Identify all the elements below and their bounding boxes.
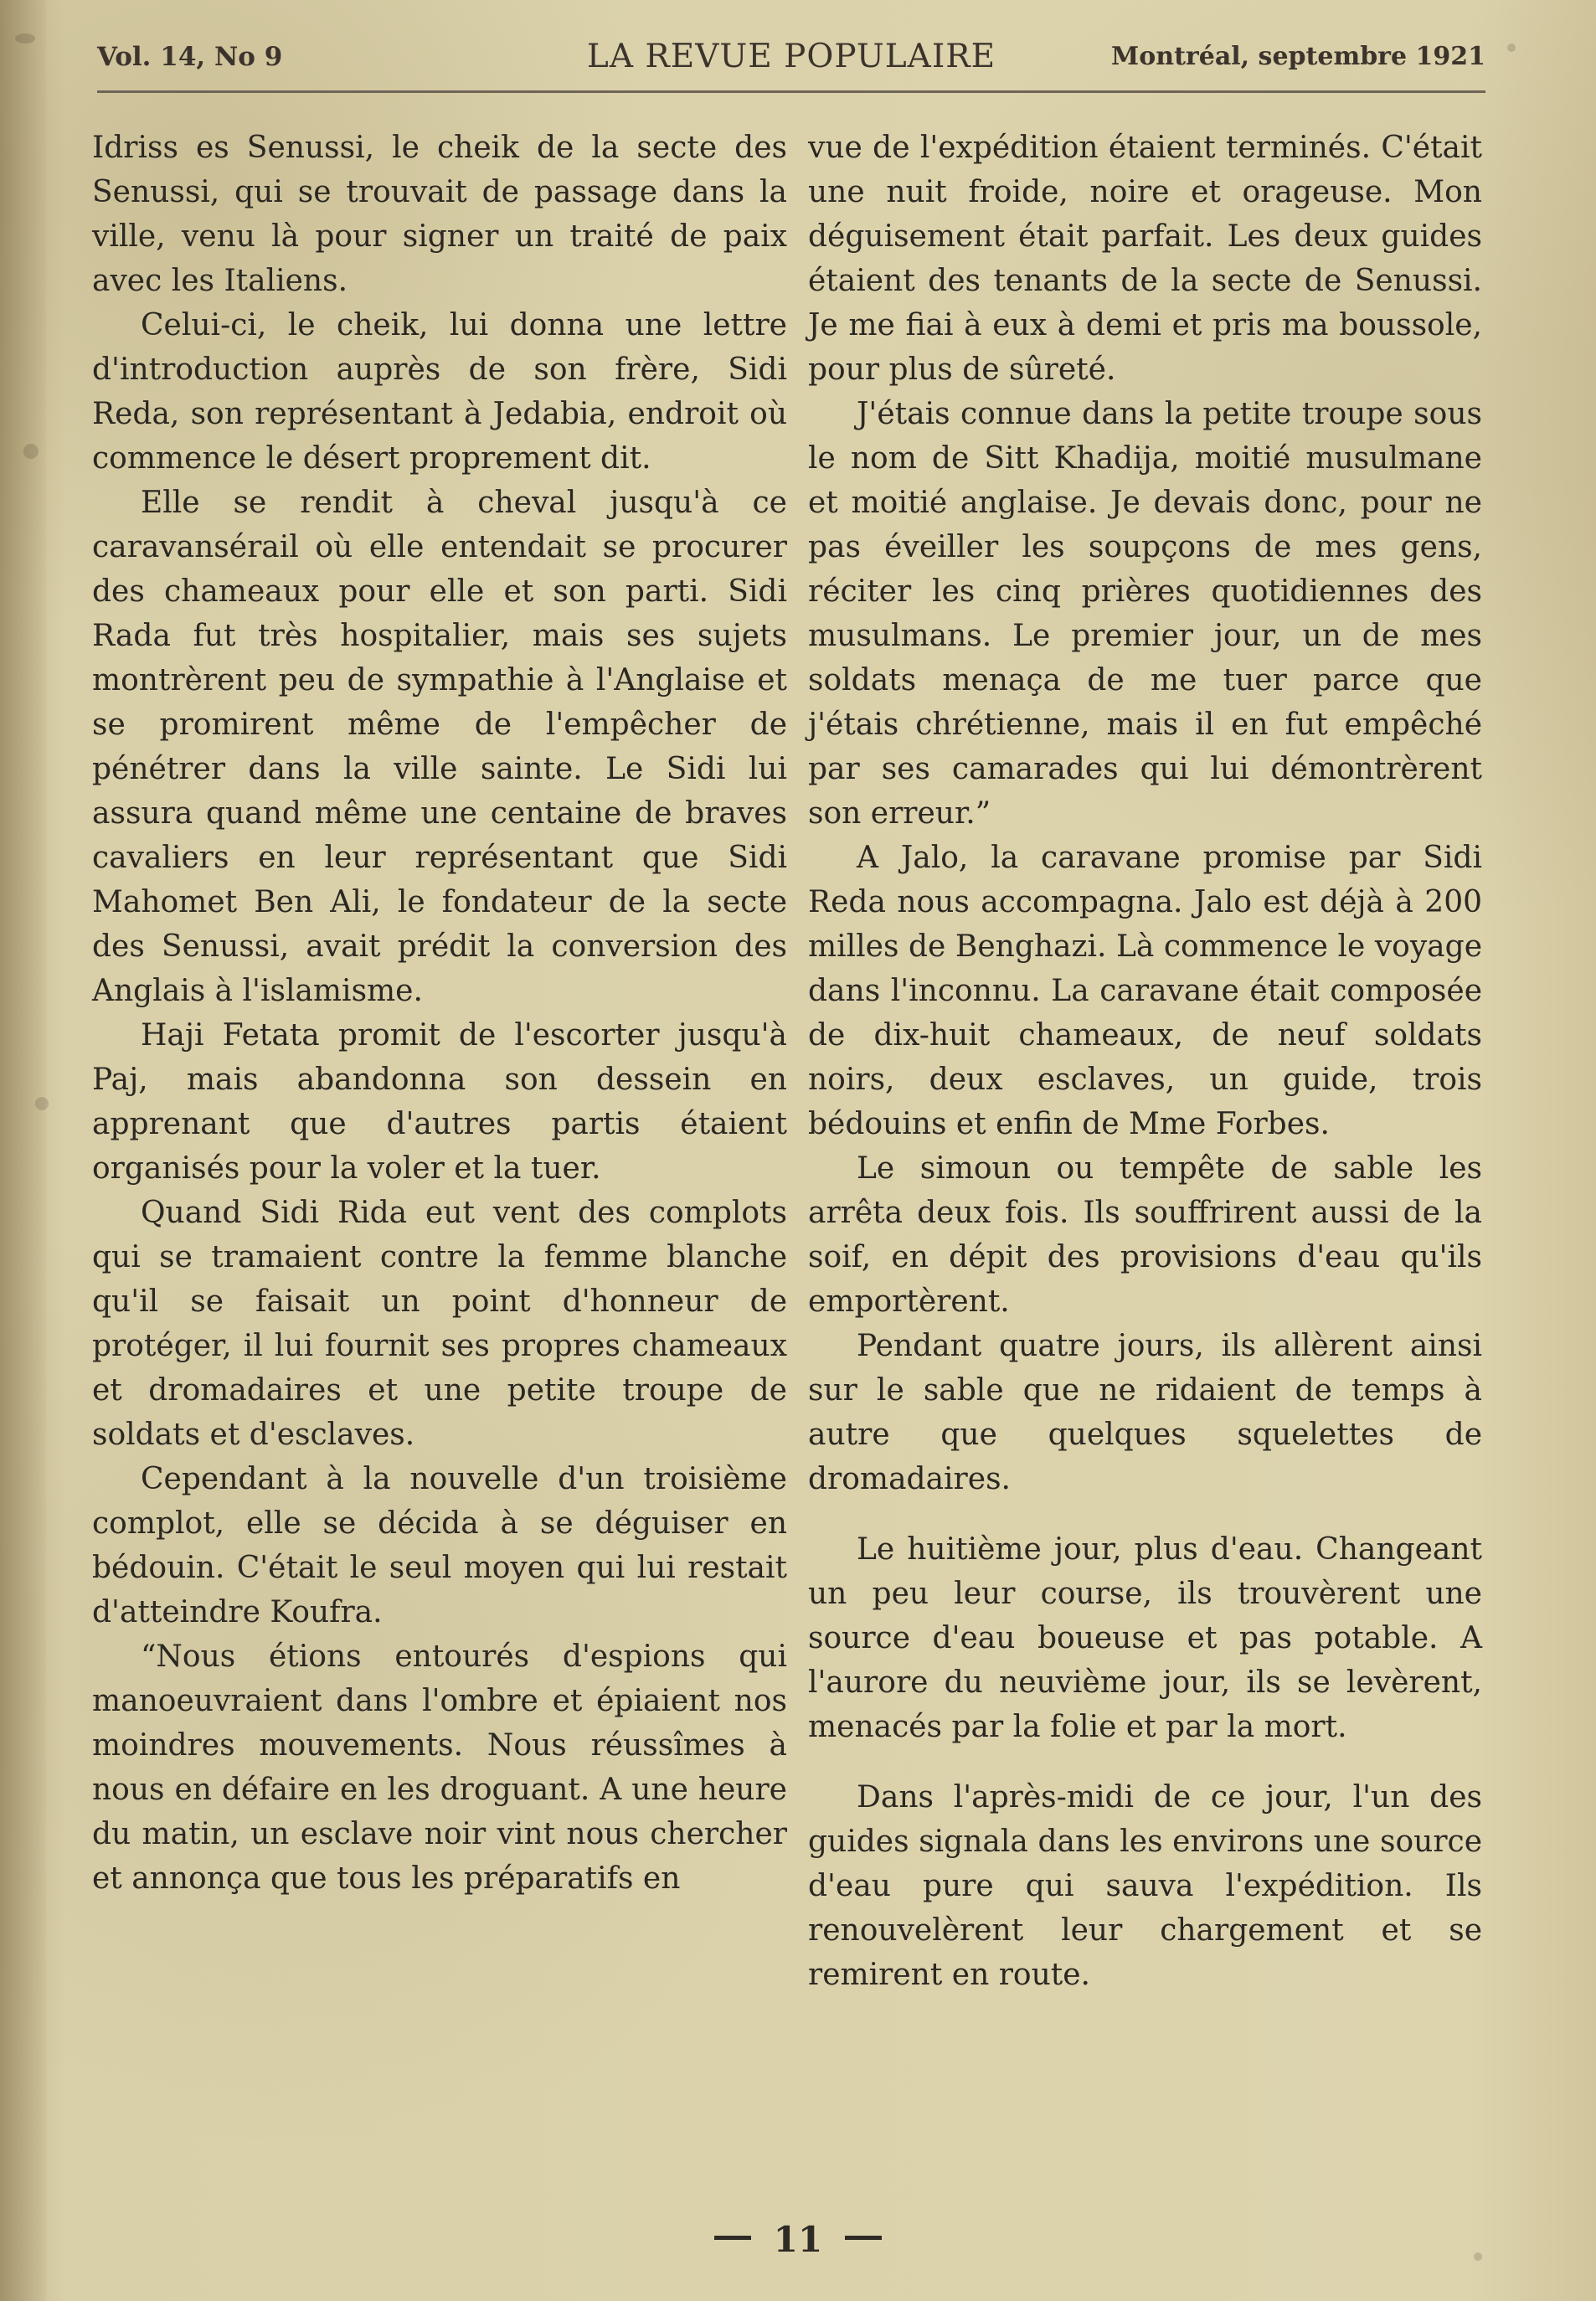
paragraph: Le simoun ou tempête de sable les arrêta deux fois. Ils souffrirent aussi de la soif, en dépit des provisions d'eau qu'ils emportèrent. <box>808 1151 1482 1319</box>
paragraph: Dans l'après-midi de ce jour, l'un des guides signala dans les environs une source d'eau pure qui sauva l'expédition. Ils renouvelèrent leur chargement et se remirent en route. <box>808 1780 1482 1992</box>
paragraph: Cependant à la nouvelle d'un troisième complot, elle se décida à se déguiser en bédouin. C'était le seul moyen qui lui restait d'atteindre Koufra. <box>92 1462 787 1629</box>
page-edge-shadow <box>0 0 46 2301</box>
paragraph: vue de l'expédition étaient terminés. C'était une nuit froide, noire et orageuse. Mon déguisement était parfait. Les deux guides étaient des tenants de la secte de Senussi. Je me fiai à eux à demi et pris ma boussole, pour plus de sûreté. <box>808 131 1482 387</box>
paragraph: J'étais connue dans la petite troupe sous le nom de Sitt Khadija, moitié musulmane et moitié anglaise. Je devais donc, pour ne pas éveiller les soupçons de mes gens, réciter les cinq prières quotidiennes des musulmans. Le premier jour, un de mes soldats menaça de me tuer parce que j'étais chrétienne, mais il en fut empêché par ses camarades qui lui démontrèrent son erreur.” <box>808 397 1482 831</box>
paragraph: Le huitième jour, plus d'eau. Changeant un peu leur course, ils trouvèrent une source d'eau boueuse et pas potable. A l'aurore du neuvième jour, ils se levèrent, menacés par la folie et par la mort. <box>808 1532 1482 1744</box>
right-column <box>808 126 1482 1997</box>
footer-dash <box>845 2236 882 2240</box>
left-column <box>92 126 787 1901</box>
paper-stain <box>35 1097 49 1110</box>
paragraph: A Jalo, la caravane promise par Sidi Reda nous accompagna. Jalo est déjà à 200 milles de Benghazi. Là commence le voyage dans l'inconnu. La caravane était composée de dix-huit chameaux, de neuf soldats noirs, deux esclaves, un guide, trois bédouins et enfin de Mme Forbes. <box>808 841 1482 1141</box>
publication-date: Montréal, septembre 1921 <box>1111 42 1485 71</box>
publication-title: LA REVUE POPULAIRE <box>586 38 996 75</box>
paragraph: Celui-ci, le cheik, lui donna une lettre d'introduction auprès de son frère, Sidi Reda, son représentant à Jedabia, endroit où commence le désert proprement dit. <box>92 308 787 476</box>
footer-dash <box>714 2236 751 2240</box>
paragraph: Quand Sidi Rida eut vent des complots qui se tramaient contre la femme blanche qu'il se faisait un point d'honneur de protéger, il lui fournit ses propres chameaux et dromadaires et une petite troupe de soldats et d'esclaves. <box>92 1196 787 1452</box>
paragraph: “Nous étions entourés d'espions qui manoeuvraient dans l'ombre et épiaient nos moindres mouvements. Nous réussîmes à nous en défaire en les droguant. A une heure du matin, un esclave noir vint nous chercher et annonça que tous les préparatifs en <box>92 1640 787 1896</box>
issue-info: Vol. 14, No 9 <box>97 42 283 72</box>
paper-stain <box>1507 44 1516 52</box>
page-header <box>97 40 1485 79</box>
paragraph: Haji Fetata promit de l'escorter jusqu'à Paj, mais abandonna son dessein en apprenant que d'autres partis étaient organisés pour la voler et la tuer. <box>92 1018 787 1186</box>
page-footer <box>0 2216 1596 2260</box>
header-divider <box>97 90 1485 93</box>
paper-stain <box>15 33 35 44</box>
paragraph: Pendant quatre jours, ils allèrent ainsi sur le sable que ne ridaient de temps à autre que quelques squelettes de dromadaires. <box>808 1329 1482 1496</box>
page-number: 11 <box>773 2218 823 2260</box>
paragraph: Elle se rendit à cheval jusqu'à ce caravansérail où elle entendait se procurer des chameaux pour elle et son parti. Sidi Rada fut très hospitalier, mais ses sujets montrèrent peu de sympathie à l'Anglaise et se promirent même de l'empêcher de pénétrer dans la ville sainte. Le Sidi lui assura quand même une centaine de braves cavaliers en leur représentant que Sidi Mahomet Ben Ali, le fondateur de la secte des Senussi, avait prédit la conversion des Anglais à l'islamisme. <box>92 486 787 1008</box>
paper-stain <box>23 444 39 459</box>
paragraph: Idriss es Senussi, le cheik de la secte des Senussi, qui se trouvait de passage dans la ville, venu là pour signer un traité de paix avec les Italiens. <box>92 131 787 298</box>
